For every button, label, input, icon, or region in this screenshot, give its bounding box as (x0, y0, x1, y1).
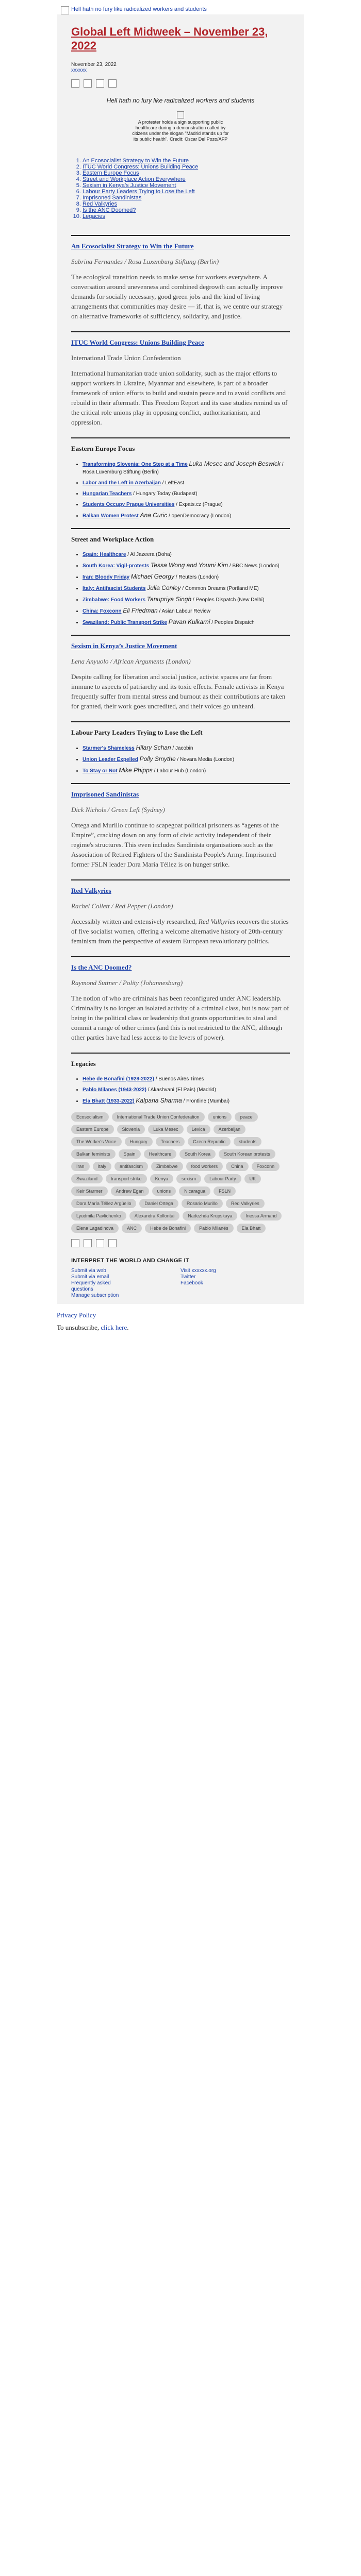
tag-pill[interactable]: Inessa Armand (240, 1211, 282, 1221)
linkedin-share-icon[interactable] (96, 79, 104, 88)
tag-pill[interactable]: Zimbabwe (151, 1162, 183, 1171)
source: / Frontline (Mumbai) (182, 1098, 230, 1104)
author: Pavan Kulkarni (168, 618, 210, 625)
tag-pill[interactable]: Daniel Ortega (139, 1199, 178, 1208)
section-title[interactable]: ITUC World Congress: Unions Building Peace (71, 338, 204, 346)
section-title[interactable]: Sexism in Kenya’s Justice Movement (71, 642, 177, 650)
author: Ana Curic (140, 512, 168, 519)
tag-pill[interactable]: Foxconn (252, 1162, 280, 1171)
tag-pill[interactable]: Czech Republic (188, 1137, 231, 1146)
tag-pill[interactable]: Andrew Egan (111, 1187, 149, 1196)
section-ecosocialist (71, 235, 290, 321)
article-summary: The ecological transition needs to make sense for workers everywhere. A conversation around unevenness and combined degrowth can actually improve demands for socially necessary, good green jobs and the kind of living arrangements that communities may desire — if, that is, we centre our strategy on alternative frameworks of sufficiency, solidarity, and justice. (71, 273, 283, 320)
list-item (83, 767, 290, 775)
author: Eli Friedman (123, 607, 158, 614)
toc-item[interactable]: 5. Sexism in Kenya’s Justice Movement (83, 182, 290, 189)
link-list (71, 460, 290, 520)
list-item (83, 618, 290, 626)
list-item (83, 551, 290, 558)
privacy-policy-link[interactable]: Privacy Policy (57, 1311, 96, 1319)
link-list (71, 551, 290, 626)
tag-pill[interactable]: Nicaragua (179, 1187, 210, 1196)
author: Kalpana Sharma (136, 1097, 182, 1104)
article-summary: Despite calling for liberation and social justice, activist spaces are far from immune to aspects of patriarchy and its toxic effects. Female activists in Kenya frequently suffer from mental stress and burnout as their contributions are taken for granted, their work goes uncredited, and their voices go unheard. (71, 673, 286, 710)
source: / Akashvani (El País) (Madrid) (146, 1087, 216, 1093)
tag-pill[interactable]: sexism (176, 1174, 201, 1183)
toc-item[interactable]: 7. Imprisoned Sandinistas (83, 195, 290, 201)
list-item (83, 479, 290, 487)
source: / BBC News (London) (228, 563, 280, 569)
list-item (83, 562, 290, 570)
tag-pill[interactable]: Spain (119, 1149, 141, 1159)
list-item (83, 1097, 290, 1105)
footer-right-links (180, 1268, 290, 1299)
tag-pill[interactable]: Alexandra Kollontai (129, 1211, 180, 1221)
article-link[interactable]: Students Occupy Prague Universities (83, 502, 175, 507)
author: Raymond Suttner (71, 979, 118, 987)
source: / Hungary Today (Budapest) (132, 491, 198, 497)
tag-pill[interactable]: Kenya (150, 1174, 174, 1183)
footer-link[interactable]: Twitter (180, 1274, 196, 1280)
article-link[interactable]: Labor and the Left in Azerbaijan (83, 480, 161, 486)
author: Michael Georgy (130, 573, 174, 580)
list-item (83, 755, 290, 764)
tag-pill[interactable]: students (234, 1137, 261, 1146)
top-image-banner[interactable] (57, 0, 304, 14)
section-title: Street and Workplace Action (71, 535, 154, 543)
author: Luka Mesec and Joseph Beswick (189, 460, 281, 467)
source: International Trade Union Confederation (71, 354, 181, 362)
author: Lena Anyuolo (71, 657, 109, 665)
article-link[interactable]: Pablo Milanes (1943-2022) (83, 1087, 146, 1093)
article-link[interactable]: Hebe de Bonafini (1928-2022) (83, 1076, 154, 1082)
list-item (83, 607, 290, 615)
section-title[interactable]: Red Valkyries (71, 887, 111, 894)
source: / Polity (Johannesburg) (117, 979, 183, 987)
tag-pill[interactable]: Luka Mesec (148, 1125, 184, 1134)
tag-pill[interactable]: ANC (122, 1224, 142, 1233)
section-legacies (71, 1053, 290, 1247)
author: Hilary Schan (136, 744, 171, 751)
twitter-share-icon[interactable] (71, 1239, 79, 1247)
source: / Reuters (London) (174, 574, 219, 580)
list-item (83, 573, 290, 581)
tag-pill[interactable]: The Worker's Voice (71, 1137, 122, 1146)
footer-left-links (71, 1268, 180, 1299)
tag-pill[interactable]: Slovenia (117, 1125, 145, 1134)
article-link[interactable]: Starmer's Shameless (83, 745, 135, 751)
article-link[interactable]: Iran: Bloody Friday (83, 574, 130, 580)
toc-item[interactable]: 8. Red Valkyries (83, 201, 290, 207)
footer-heading: INTERPRET THE WORLD AND CHANGE IT (71, 1258, 189, 1264)
toc-item[interactable]: 10. Legacies (83, 213, 290, 219)
article-link[interactable]: Transforming Slovenia: One Step at a Time (83, 462, 188, 467)
list-item (83, 1075, 290, 1083)
article-link[interactable]: Italy: Antifascist Students (83, 586, 146, 591)
tag-pill[interactable]: Ecosocialism (71, 1112, 109, 1122)
article-link[interactable]: Swaziland: Public Transport Strike (83, 620, 167, 625)
source: / Asian Labour Review (157, 608, 210, 614)
source: / openDemocracy (London) (167, 513, 232, 519)
tag-pill[interactable]: Dora María Téllez Argüello (71, 1199, 136, 1208)
source: / Buenos Aires Times (154, 1076, 204, 1082)
source: / Red Pepper (London) (109, 902, 173, 910)
book-title: Red Valkyries (198, 918, 236, 925)
toc-item[interactable]: 3. Eastern Europe Focus (83, 170, 290, 176)
hero-image (132, 111, 229, 142)
tag-pill[interactable]: antifascism (114, 1162, 148, 1171)
author: Julia Conley (147, 584, 181, 591)
tag-pill[interactable]: South Korean protests (219, 1149, 275, 1159)
toc-item[interactable]: 4. Street and Workplace Action Everywhere (83, 176, 290, 182)
summary-text: Accessibly written and extensively researched, (71, 918, 199, 925)
section-title: Legacies (71, 1060, 96, 1067)
tag-pill[interactable]: China (226, 1162, 249, 1171)
header (71, 14, 290, 142)
source: / Green Left (Sydney) (106, 806, 165, 814)
section-eastern-europe (71, 437, 290, 520)
source: / Rosa Luxemburg Stiftung (Berlin) (83, 462, 284, 475)
source: / Peoples Dispatch (210, 620, 255, 625)
after-footer (57, 1304, 304, 1341)
tag-pill[interactable]: Nadezhda Krupskaya (183, 1211, 237, 1221)
toc-item[interactable]: 6. Labour Party Leaders Trying to Lose the Left (83, 189, 290, 195)
tag-pill[interactable]: Balkan feminists (71, 1149, 116, 1159)
email-share-icon[interactable] (108, 79, 117, 88)
link-list (71, 1075, 290, 1105)
source: / Novara Media (London) (175, 757, 235, 762)
section-red-valkyries (71, 879, 290, 946)
article-link[interactable]: Hungarian Teachers (83, 491, 132, 497)
tag-pill[interactable]: Labour Party (204, 1174, 241, 1183)
article-link[interactable]: Zimbabwe: Food Workers (83, 597, 146, 603)
tag-pill[interactable]: Swaziland (71, 1174, 103, 1183)
tagline: Hell hath no fury like radicalized workers and students (106, 97, 255, 104)
hero-caption: A protester holds a sign supporting public healthcare during a demonstration called by citizens under the slogan "Madrid stands up for its public health". Credit: Oscar Del Pozo/AFP (132, 120, 229, 142)
source: / Common Dreams (Portland ME) (180, 586, 259, 591)
article-summary (71, 917, 290, 946)
tag-cloud (71, 1112, 290, 1233)
share-icons (71, 79, 290, 88)
linkedin-share-icon[interactable] (96, 1239, 104, 1247)
footer-link[interactable]: Manage subscription (71, 1293, 119, 1298)
author: Sabrina Fernandes (71, 258, 123, 265)
tag-pill[interactable]: food workers (186, 1162, 223, 1171)
list-item (83, 744, 290, 752)
footer-link[interactable]: Submit via email (71, 1274, 109, 1280)
facebook-share-icon[interactable] (84, 1239, 92, 1247)
tag-pill[interactable]: FSLN (214, 1187, 236, 1196)
tag-pill[interactable]: Italy (93, 1162, 112, 1171)
section-labour (71, 721, 290, 775)
tag-pill[interactable]: unions (208, 1112, 232, 1122)
tag-pill[interactable]: South Korea (179, 1149, 216, 1159)
section-street-action (71, 528, 290, 626)
tag-pill[interactable]: Azerbaijan (214, 1125, 246, 1134)
article-summary: Ortega and Murillo continue to scapegoat political prisoners as “agents of the Empire”, cracking down on any form of civic activity independent of their regime's structures. This even includes Sandinista organisations such as the Association of Retired Fighters of the Sandinista People's Army. Imprisoned former FSLN leader Dora María Téllez is on hunger strike. (71, 821, 279, 868)
tag-pill[interactable]: Ela Bhatt (237, 1224, 266, 1233)
summary-text: recovers the stories of five socialist women, offering a welcome alternative history of 20th-century feminism from the perspective of eastern European revolutionary politics. (71, 918, 289, 945)
tag-pill[interactable]: Red Valkyries (226, 1199, 265, 1208)
top-image-alt: Hell hath no fury like radicalized workers and students (71, 6, 207, 12)
article-link[interactable]: Union Leader Expelled (83, 757, 138, 762)
author: Tessa Wong and Youmi Kim (151, 562, 228, 569)
site-link[interactable]: xxxxxx (71, 67, 87, 73)
toc-item[interactable]: 2. ITUC World Congress: Unions Building Peace (83, 164, 290, 170)
tag-pill[interactable]: Rosario Murillo (182, 1199, 223, 1208)
tag-pill[interactable]: International Trade Union Confederation (112, 1112, 205, 1122)
tag-pill[interactable]: Iran (71, 1162, 90, 1171)
facebook-share-icon[interactable] (84, 79, 92, 88)
article-link[interactable]: To Stay or Not (83, 768, 118, 774)
article-link[interactable]: Ela Bhatt (1933-2022) (83, 1098, 135, 1104)
source: / Jacobin (171, 745, 193, 751)
list-item (83, 1086, 290, 1094)
toc-item[interactable]: 1. An Ecosocialist Strategy to Win the Future (83, 158, 290, 164)
unsubscribe-text (57, 1324, 304, 1332)
article-link[interactable]: Balkan Women Protest (83, 513, 139, 519)
tag-pill[interactable]: Eastern Europe (71, 1125, 114, 1134)
source: / Labour Hub (London) (152, 768, 206, 774)
list-item (83, 501, 290, 509)
tag-pill[interactable]: Hungary (125, 1137, 153, 1146)
section-ituc (71, 331, 290, 427)
broken-image-icon (177, 111, 184, 118)
broken-image-icon (61, 6, 69, 14)
section-title[interactable]: Is the ANC Doomed? (71, 963, 132, 971)
author: Dick Nichols (71, 806, 106, 814)
issue-date: November 23, 2022 (71, 62, 117, 67)
source: / LeftEast (160, 480, 184, 486)
section-title[interactable]: Imprisoned Sandinistas (71, 790, 139, 798)
footer-link[interactable]: Visit xxxxxx.org (180, 1268, 216, 1274)
article-summary: International humanitarian trade union solidarity, such as the major efforts to support workers in Ukraine, Myanmar and elsewhere, is part of a broader framework of union efforts to build and sustain peace and to avoid conflicts and rebuild in their aftermath. This Freedom Report and its case studies remind us of the critical role unions play in opposing conflict, authoritarianism, and oppression. (71, 369, 288, 426)
article-link[interactable]: Spain: Healthcare (83, 552, 126, 557)
section-title: Labour Party Leaders Trying to Lose the Left (71, 728, 203, 736)
unsubscribe-link[interactable]: click here (101, 1324, 127, 1331)
author: Rachel Collett (71, 902, 110, 910)
toc-item[interactable]: 9. Is the ANC Doomed? (83, 207, 290, 213)
tag-pill[interactable]: Hebe de Bonafini (145, 1224, 191, 1233)
list-item (83, 596, 290, 604)
author: Tanupriya Singh (146, 596, 192, 603)
list-item (83, 460, 290, 476)
source: / Peoples Dispatch (New Delhi) (191, 597, 265, 603)
source: / Rosa Luxemburg Stiftung (Berlin) (123, 258, 219, 265)
table-of-contents (71, 158, 290, 219)
tag-pill[interactable]: peace (235, 1112, 258, 1122)
section-title[interactable]: An Ecosocialist Strategy to Win the Future (71, 242, 194, 250)
tag-pill[interactable]: Healthcare (144, 1149, 177, 1159)
tag-pill[interactable]: transport strike (106, 1174, 147, 1183)
newsletter-body (57, 14, 304, 1304)
article-link[interactable]: China: Foxconn (83, 608, 122, 614)
list-item (83, 490, 290, 498)
source: / Expats.cz (Prague) (174, 502, 223, 507)
page-title[interactable]: Global Left Midweek – November 23, 2022 (71, 25, 268, 52)
tag-pill[interactable]: UK (244, 1174, 261, 1183)
footer-link[interactable]: Facebook (180, 1280, 203, 1286)
section-anc (71, 956, 290, 1042)
tag-pill[interactable]: unions (152, 1187, 176, 1196)
section-title: Eastern Europe Focus (71, 445, 135, 452)
source: / African Arguments (London) (108, 657, 191, 665)
list-item (83, 512, 290, 520)
footer-link[interactable]: Frequently asked questions (71, 1280, 111, 1292)
tag-pill[interactable]: Lyudmila Pavlichenko (71, 1211, 126, 1221)
footer-link[interactable]: Submit via web (71, 1268, 106, 1274)
source: / Al Jazeera (Doha) (126, 552, 172, 557)
tag-pill[interactable]: Pablo Milanés (194, 1224, 234, 1233)
tag-pill[interactable]: Levica (187, 1125, 210, 1134)
link-list (71, 744, 290, 775)
article-summary: The notion of who are criminals has been reconfigured under ANC leadership. Criminality is no longer an isolated activity of a criminal class, but is now part of being in the political class or leadership that grants opportunities to steal and commit a range of other crimes (and this is not restricted to the ANC, although other parties have had less access to the levers of power). (71, 994, 289, 1041)
section-sandinistas (71, 783, 290, 869)
list-item (83, 584, 290, 592)
unsubscribe-suffix: . (127, 1324, 129, 1331)
author: Mike Phipps (119, 767, 153, 774)
article-link[interactable]: South Korea: Vigil-protests (83, 563, 150, 569)
tag-pill[interactable]: Teachers (156, 1137, 185, 1146)
twitter-share-icon[interactable] (71, 79, 79, 88)
share-icons (71, 1239, 290, 1247)
tag-pill[interactable]: Elena Lagadinova (71, 1224, 119, 1233)
email-share-icon[interactable] (108, 1239, 117, 1247)
section-kenya (71, 635, 290, 711)
author: Polly Smythe (139, 755, 176, 762)
footer (71, 1258, 290, 1299)
tag-pill[interactable]: Keir Starmer (71, 1187, 108, 1196)
unsubscribe-prefix: To unsubscribe, (57, 1324, 101, 1331)
